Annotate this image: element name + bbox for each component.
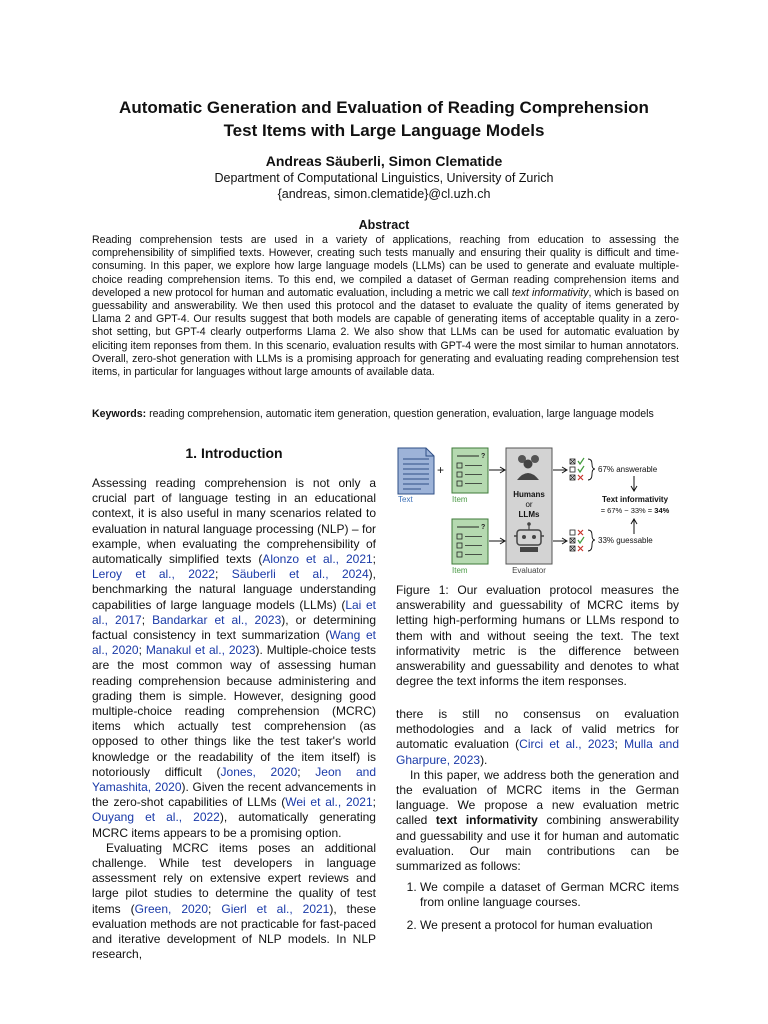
intro-left-column xyxy=(92,476,376,963)
item-label-bottom: Item xyxy=(452,566,468,575)
keywords-label: Keywords: xyxy=(92,408,147,420)
intro-text: there is still no consensus on evaluation methodologies and a lack of valid metrics for automatic evaluation ( xyxy=(396,707,679,752)
plus-sign: + xyxy=(437,463,445,477)
term-text-informativity: text informativity xyxy=(435,813,538,828)
keywords-text: reading comprehension, automatic item generation, question generation, evaluation, large language models xyxy=(146,408,654,420)
emails: {andreas, simon.clematide}@cl.uzh.ch xyxy=(277,187,491,201)
separator: ; xyxy=(141,612,153,627)
abstract-part-1: Reading comprehension tests are used in a variety of applications, reaching from education to assessing the comprehensibility of simplified texts. However, creating such tests manually and ensuring their quality is difficult and time-consuming. In this paper, we explore how large language models (LLMs) can be used to generate and evaluate multiple-choice reading comprehension items. To this end, we compiled a dataset of German reading comprehension items and developed a new protocol for human and automatic evaluation, including a metric we call xyxy=(92,234,679,299)
intro-text: ). Multiple-choice tests are the most common way of assessing human reading comprehension because administering and grading them is simple. However, designing good multiple-choice reading comprehension (MCRC) items which actually test comprehension (as opposed to other things like the test taker's world knowledge or the readability of the item itself) is notoriously difficult ( xyxy=(92,643,376,779)
separator: ; xyxy=(138,643,146,658)
responses-without-text xyxy=(570,530,595,551)
evaluator-llms: LLMs xyxy=(518,510,540,519)
keywords xyxy=(92,408,679,421)
intro-paragraph-2 xyxy=(92,841,376,963)
title-line-1: Automatic Generation and Evaluation of Reading Comprehension xyxy=(119,98,649,117)
intro-text: ). xyxy=(480,752,488,767)
intro-text: ), these evaluation methods are not practicable for fast-paced and iterative development of NLP models. In NLP research, xyxy=(92,901,377,962)
list-item: 2. We present a protocol for human evaluation xyxy=(420,918,679,933)
evaluation-protocol-diagram xyxy=(396,444,686,576)
intro-text: combining answerability and guessability and use it for human and automatic evaluation. Our main contributions can be summarized as follows: xyxy=(396,813,680,874)
abstract-text xyxy=(92,234,679,379)
citation-link[interactable]: Säuberli et al., 2024 xyxy=(231,567,369,582)
citation-link[interactable]: Leroy et al., 2022 xyxy=(92,567,215,582)
citation-link[interactable]: Bandarkar et al., 2023 xyxy=(152,612,282,627)
text-document-icon xyxy=(398,448,434,494)
citation-link[interactable]: Alonzo et al., 2021 xyxy=(262,552,373,567)
evaluator-label: Evaluator xyxy=(512,566,546,575)
intro-text: Assessing reading comprehension is not only a crucial part of language testing in an educational context, it is also useful in many scenarios related to evaluation in natural language processing (NLP) – for example, when evaluating the comprehensibility of automatically simplified texts ( xyxy=(92,476,376,567)
figure-1-diagram xyxy=(396,444,686,576)
citation-link[interactable]: Jeon and Yamashita, 2020 xyxy=(92,764,376,795)
paper-title xyxy=(60,96,708,142)
metric-value: 34% xyxy=(654,506,670,515)
item-label-top: Item xyxy=(452,495,468,504)
intro-paragraph-1 xyxy=(92,476,376,841)
affiliation-block xyxy=(60,170,708,202)
citation-link[interactable]: Mulla and Gharpure, 2023 xyxy=(396,737,680,767)
citation-link[interactable]: Manakul et al., 2023 xyxy=(145,643,256,658)
intro-text: ), or determining factual consistency in text summarization ( xyxy=(92,612,376,643)
metric-formula: = 67% − 33% = xyxy=(600,506,655,515)
separator: ; xyxy=(372,795,376,810)
intro-text: ), benchmarking the natural language understanding capabilities of large language models (LLMs) ( xyxy=(92,567,377,612)
citation-link[interactable]: Circi et al., 2023 xyxy=(519,737,615,752)
right-paragraph-1 xyxy=(396,707,679,768)
evaluator-or: or xyxy=(525,500,533,509)
citation-link[interactable]: Lai et al., 2017 xyxy=(92,597,376,627)
responses-with-text xyxy=(570,458,595,480)
citation-link[interactable]: Green, 2020 xyxy=(134,901,209,916)
section-title: 1. Introduction xyxy=(185,445,283,461)
list-item: 1. We compile a dataset of German MCRC items from online language courses. xyxy=(420,880,679,910)
intro-text: ). Given the recent advancements in the zero-shot capabilities of LLMs ( xyxy=(92,780,376,810)
question-mark-icon: ? xyxy=(481,453,486,460)
abstract-term: text informativity xyxy=(511,286,589,299)
separator: ; xyxy=(208,901,222,916)
metric-title: Text informativity xyxy=(601,495,669,504)
citation-link[interactable]: Gierl et al., 2021 xyxy=(221,901,330,916)
affiliation: Department of Computational Linguistics, University of Zurich xyxy=(214,171,554,185)
question-mark-icon: ? xyxy=(481,524,486,531)
evaluator-humans: Humans xyxy=(513,490,545,499)
separator: ; xyxy=(214,567,232,582)
answerable-value: 67% answerable xyxy=(598,465,658,474)
intro-text: ), automatically generating MCRC items appears to be a promising option. xyxy=(92,810,376,840)
citation-link[interactable]: Jones, 2020 xyxy=(220,764,298,779)
right-paragraph-2 xyxy=(396,768,679,874)
abstract-part-2: , which is based on guessability and answerability. We then used this protocol and the dataset to evaluate the quality of items generated by Llama 2 and GPT-4. Our results suggest that both models are capable of generating items of acceptable quality in a zero-shot setting, but GPT-4 clearly outperforms Llama 2. We also show that LLMs can be used for automatic evaluation by eliciting item reponses from them. In this scenario, evaluation results with GPT-4 were the most similar to human annotators. Overall, zero-shot generation with LLMs is a promising approach for generating and evaluating reading comprehension test items, in particular for languages without large amounts of available data. xyxy=(92,286,679,379)
citation-link[interactable]: Ouyang et al., 2022 xyxy=(92,810,220,825)
intro-text: Evaluating MCRC items poses an additional challenge. While test developers in language assessment rely on extensive expert reviews and large pilot studies to determine the quality of test items ( xyxy=(92,840,376,916)
intro-text: In this paper, we address both the generation and the evaluation of MCRC items in the German language. We propose a new evaluation metric called xyxy=(396,767,679,828)
separator: ; xyxy=(297,764,316,779)
citation-link[interactable]: Wang et al., 2020 xyxy=(92,628,377,658)
authors: Andreas Säuberli, Simon Clematide xyxy=(265,153,503,169)
figure-caption: Figure 1: Our evaluation protocol measures the answerability and guessability of MCRC items by letting high-performing humans or LLMs respond to them with and without seeing the text. The text informativity metric is the difference between answerability and guessability and denotes to what degree the text informs the item responses. xyxy=(396,583,679,689)
intro-right-column xyxy=(396,707,679,940)
title-line-2: Test Items with Large Language Models xyxy=(223,121,545,140)
contributions-list xyxy=(396,880,679,933)
separator: ; xyxy=(614,737,625,752)
separator: ; xyxy=(372,552,377,567)
abstract-heading: Abstract xyxy=(358,218,410,232)
guessable-value: 33% guessable xyxy=(598,536,653,545)
text-label: Text xyxy=(398,495,413,504)
metric-formula-line xyxy=(601,506,670,515)
citation-link[interactable]: Wei et al., 2021 xyxy=(285,795,373,810)
